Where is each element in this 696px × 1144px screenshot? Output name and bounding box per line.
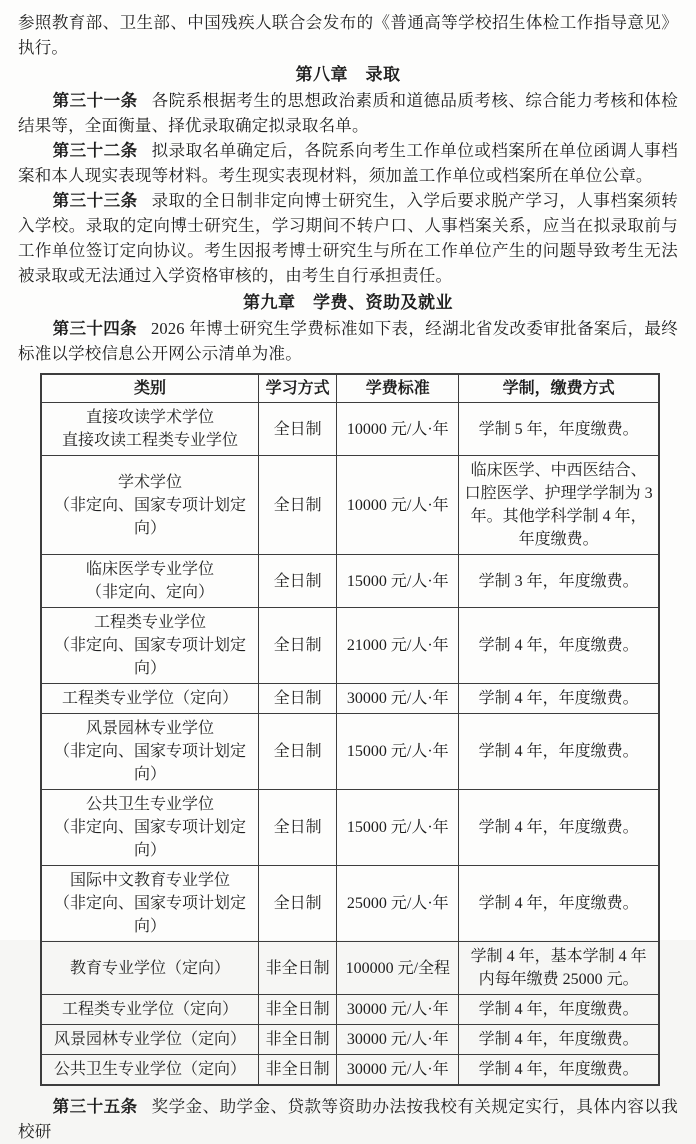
category-qualifier: 直接攻读工程类专业学位 (61, 432, 238, 449)
schedule-cell: 学制 4 年，基本学制 4 年内每年缴费 25000 元。 (459, 942, 659, 995)
article-31-text: 各院系根据考生的思想政治素质和道德品质考核、综合能力考核和体检结果等，全面衡量、择优录取确定拟录取名单。 (18, 91, 679, 135)
category-cell (41, 790, 258, 866)
table-row (41, 555, 659, 608)
article-32-text: 拟录取名单确定后，各院系向考生工作单位或档案所在单位函调人事档案和本人现实表现等材料。考生现实表现材料，须加盖工作单位或档案所在单位公章。 (18, 141, 679, 185)
study-mode-cell: 全日制 (258, 608, 337, 684)
article-35-text: 奖学金、助学金、贷款等资助办法按我校有关规定实行，具体内容以我校研 (18, 1097, 679, 1141)
study-mode-cell: 全日制 (258, 403, 337, 456)
category-qualifier: （非定向、国家专项计划定向） (53, 743, 246, 783)
schedule-cell: 学制 4 年，年度缴费。 (459, 790, 659, 866)
schedule-cell: 学制 4 年，年度缴费。 (459, 714, 659, 790)
intro-paragraph: 参照教育部、卫生部、中国残疾人联合会发布的《普通高等学校招生体检工作指导意见》执行。 (18, 13, 678, 57)
fee-cell: 30000 元/人·年 (337, 684, 459, 714)
category-cell (41, 1025, 258, 1055)
fee-cell: 100000 元/全程 (337, 942, 459, 995)
fee-cell: 30000 元/人·年 (337, 1055, 459, 1086)
category-qualifier: （非定向、国家专项计划定向） (53, 496, 246, 537)
category-cell (41, 1055, 258, 1086)
fee-cell: 10000 元/人·年 (337, 403, 459, 456)
study-mode-cell: 全日制 (258, 456, 337, 555)
category-cell (41, 403, 258, 456)
category-name: 国际中文教育专业学位 (69, 872, 230, 889)
schedule-cell: 学制 4 年，年度缴费。 (459, 1055, 659, 1086)
study-mode-cell: 非全日制 (258, 942, 337, 995)
table-row (41, 403, 659, 456)
schedule-cell: 临床医学、中西医结合、口腔医学、护理学学制为 3 年。其他学科学制 4 年，年度缴费。 (459, 456, 659, 555)
category-cell (41, 942, 258, 995)
article-31-paragraph (18, 88, 678, 138)
category-name: 风景园林专业学位 (85, 720, 214, 737)
article-34-term: 第三十四条 (52, 319, 137, 338)
fee-cell: 10000 元/人·年 (337, 456, 459, 555)
table-row (41, 995, 659, 1025)
fee-cell: 30000 元/人·年 (337, 995, 459, 1025)
study-mode-cell: 全日制 (258, 790, 337, 866)
table-row (41, 1025, 659, 1055)
category-cell (41, 866, 258, 942)
category-name: 工程类专业学位（定向） (61, 690, 238, 707)
fee-cell: 21000 元/人·年 (337, 608, 459, 684)
study-mode-cell: 全日制 (258, 714, 337, 790)
article-33-term: 第三十三条 (52, 191, 138, 210)
table-row (41, 790, 659, 866)
article-32-paragraph (18, 138, 678, 188)
table-row (41, 942, 659, 995)
category-name: 公共卫生专业学位 (85, 796, 214, 813)
header-study-mode: 学习方式 (258, 374, 337, 403)
category-name: 工程类专业学位 (93, 614, 206, 631)
category-cell (41, 555, 258, 608)
study-mode-cell: 非全日制 (258, 1055, 337, 1086)
article-34-text: 2026 年博士研究生学费标准如下表，经湖北省发改委审批备案后，最终标准以学校信息公开网公示清单为准。 (18, 319, 678, 363)
tuition-table (40, 373, 660, 1086)
schedule-cell: 学制 4 年，年度缴费。 (459, 866, 659, 942)
schedule-cell: 学制 4 年，年度缴费。 (459, 995, 659, 1025)
article-32-term: 第三十二条 (52, 141, 138, 160)
schedule-cell: 学制 4 年，年度缴费。 (459, 1025, 659, 1055)
category-cell (41, 456, 258, 555)
study-mode-cell: 非全日制 (258, 995, 337, 1025)
table-row (41, 714, 659, 790)
chapter-9-heading: 第九章 学费、资助及就业 (243, 293, 453, 312)
study-mode-cell: 非全日制 (258, 1025, 337, 1055)
category-cell (41, 995, 258, 1025)
category-name: 学术学位 (117, 473, 182, 491)
study-mode-cell: 全日制 (258, 555, 337, 608)
schedule-cell: 学制 5 年，年度缴费。 (459, 403, 659, 456)
category-qualifier: （非定向、国家专项计划定向） (53, 637, 246, 677)
article-35-paragraph (18, 1094, 678, 1144)
study-mode-cell: 全日制 (258, 684, 337, 714)
category-name: 临床医学专业学位 (85, 561, 214, 578)
article-35-term: 第三十五条 (52, 1097, 138, 1116)
header-schedule-payment: 学制，缴费方式 (459, 374, 659, 403)
table-row (41, 866, 659, 942)
category-qualifier: （非定向、定向） (85, 584, 214, 601)
fee-cell: 30000 元/人·年 (337, 1025, 459, 1055)
category-name: 风景园林专业学位（定向） (53, 1031, 246, 1048)
table-row (41, 684, 659, 714)
category-cell (41, 714, 258, 790)
fee-cell: 15000 元/人·年 (337, 555, 459, 608)
schedule-cell: 学制 4 年，年度缴费。 (459, 608, 659, 684)
fee-cell: 15000 元/人·年 (337, 714, 459, 790)
table-row (41, 1055, 659, 1086)
category-name: 公共卫生专业学位（定向） (53, 1061, 246, 1078)
article-34-paragraph (18, 316, 678, 366)
header-category: 类别 (41, 374, 258, 403)
table-row (41, 608, 659, 684)
category-cell (41, 608, 258, 684)
category-name: 直接攻读学术学位 (85, 409, 214, 426)
fee-cell: 25000 元/人·年 (337, 866, 459, 942)
article-33-paragraph (18, 188, 678, 288)
schedule-cell: 学制 3 年，年度缴费。 (459, 555, 659, 608)
study-mode-cell: 全日制 (258, 866, 337, 942)
category-name: 工程类专业学位（定向） (61, 1001, 238, 1018)
schedule-cell: 学制 4 年，年度缴费。 (459, 684, 659, 714)
category-qualifier: （非定向、国家专项计划定向） (53, 895, 246, 935)
table-row (41, 456, 659, 555)
table-header-row (41, 374, 659, 403)
chapter-8-heading: 第八章 录取 (295, 65, 401, 84)
header-fee-standard: 学费标准 (337, 374, 459, 403)
fee-cell: 15000 元/人·年 (337, 790, 459, 866)
article-31-term: 第三十一条 (52, 91, 138, 110)
category-qualifier: （非定向、国家专项计划定向） (53, 819, 246, 859)
category-name: 教育专业学位（定向） (69, 959, 230, 977)
article-33-text: 录取的全日制非定向博士研究生，入学后要求脱产学习，人事档案须转入学校。录取的定向博士研究生，学习期间不转户口、人事档案关系，应当在拟录取前与工作单位签订定向协议。考生因报考博士研究生与所在工作单位产生的问题导致考生无法被录取或无法通过入学资格审核的，由考生自行承担责任。 (18, 191, 679, 285)
category-cell (41, 684, 258, 714)
